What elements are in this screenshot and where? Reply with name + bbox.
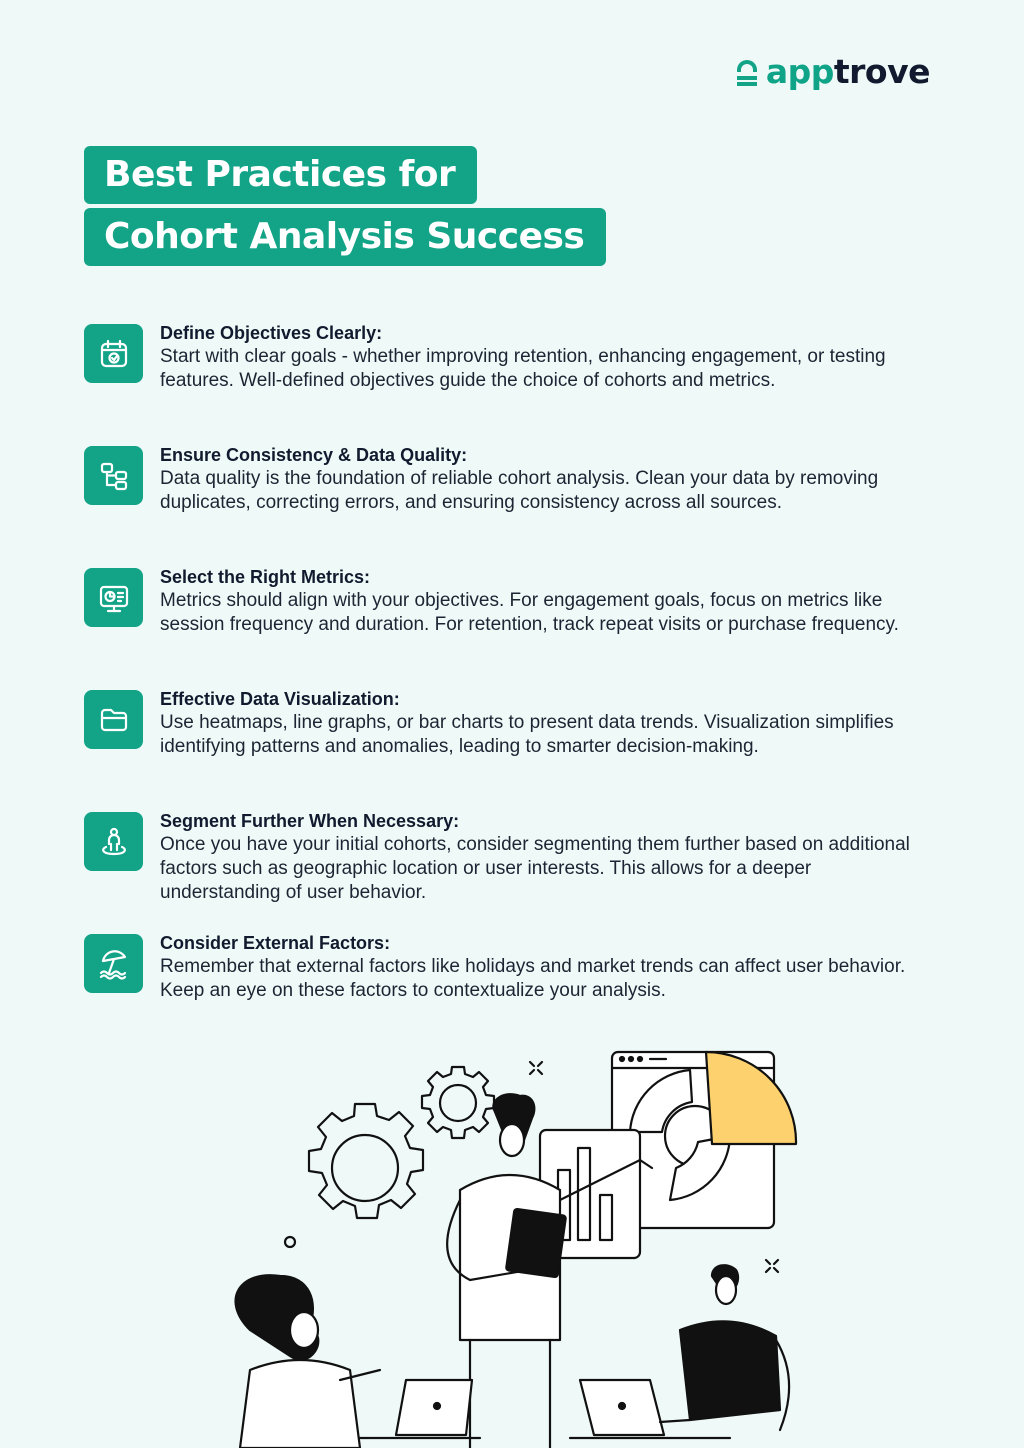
practice-text: Remember that external factors like holidays and market trends can affect user behavior. Keep an eye on these factors to contextualize your analysis. [160,956,906,1001]
practice-item [84,565,930,637]
page-title [84,146,606,266]
brand-name-part2: trove [833,52,930,91]
brand-name [766,52,930,91]
calendar-check-icon [84,324,143,383]
hierarchy-tree-icon [84,446,143,505]
title-line-2: Cohort Analysis Success [84,208,606,266]
practice-text: Data quality is the foundation of reliable cohort analysis. Clean your data by removing duplicates, correcting errors, and ensuring consistency across all sources. [160,468,879,513]
practice-title: Select the Right Metrics: [160,567,371,587]
practice-item [84,321,930,393]
practice-item [84,687,930,759]
practice-item [84,443,930,515]
practice-title: Segment Further When Necessary: [160,811,460,831]
practice-text: Once you have your initial cohorts, consider segmenting them further based on additional factors such as geographic location or user interests. This allows for a deeper understanding of user behavior. [160,834,910,903]
practice-text: Start with clear goals - whether improving retention, enhancing engagement, or testing features. Well-defined objectives guide the choice of cohorts and metrics. [160,346,886,391]
practice-text: Metrics should align with your objectives. For engagement goals, focus on metrics like session frequency and duration. For retention, track repeat visits or purchase frequency. [160,590,899,635]
team-analytics-illustration [220,1040,820,1448]
practice-title: Define Objectives Clearly: [160,323,383,343]
apptrove-mark-icon [734,56,760,88]
practice-title: Consider External Factors: [160,933,391,953]
brand-name-part1: app [765,52,834,91]
practice-title: Effective Data Visualization: [160,689,400,709]
folder-icon [84,690,143,749]
user-location-icon [84,812,143,871]
beach-umbrella-icon [84,934,143,993]
brand-logo [734,52,930,91]
practice-text: Use heatmaps, line graphs, or bar charts to present data trends. Visualization simplifies identifying patterns and anomalies, leading to smarter decision-making. [160,712,894,757]
practice-item [84,809,930,905]
monitor-chart-icon [84,568,143,627]
title-line-1: Best Practices for [84,146,477,204]
practice-item [84,931,930,1003]
practice-title: Ensure Consistency & Data Quality: [160,445,468,465]
